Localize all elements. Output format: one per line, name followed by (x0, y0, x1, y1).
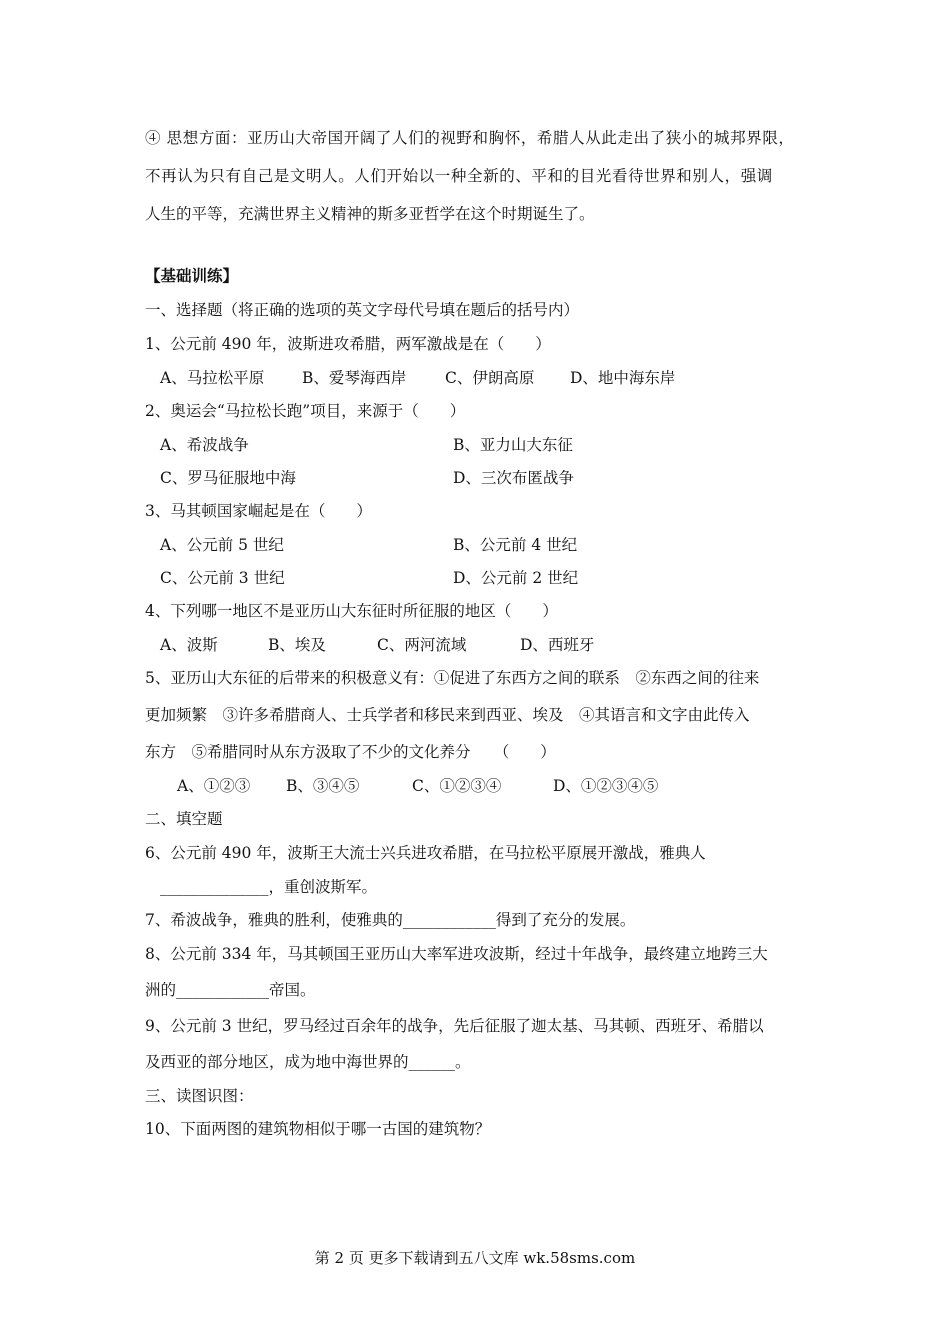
q2-option-c: C、罗马征服地中海 (160, 469, 296, 487)
part1-heading: 一、选择题（将正确的选项的英文字母代号填在题后的括号内） (145, 301, 580, 319)
q3-option-a: A、公元前 5 世纪 (160, 536, 284, 554)
q2-option-d: D、三次布匿战争 (453, 469, 574, 487)
q2-option-b: B、亚力山大东征 (453, 436, 573, 454)
q9-line-2: 及西亚的部分地区，成为地中海世界的______。 (145, 1053, 471, 1071)
q1-stem: 1、公元前 490 年，波斯进攻希腊，两军激战是在（ ） (145, 335, 551, 353)
q9-line-1: 9、公元前 3 世纪，罗马经过百余年的战争，先后征服了迦太基、马其顿、西班牙、希腊以 (145, 1017, 764, 1035)
q7: 7、希波战争，雅典的胜利，使雅典的____________得到了充分的发展。 (145, 911, 636, 929)
q5-option-b: B、③④⑤ (286, 777, 360, 795)
q4-option-a: A、波斯 (160, 636, 218, 654)
q4-option-c: C、两河流域 (377, 636, 467, 654)
q1-option-c: C、伊朗高原 (445, 369, 535, 387)
page-footer: 第 2 页 更多下载请到五八文库 wk.58sms.com (314, 1249, 636, 1267)
q5-line-2: 更加频繁 ③许多希腊商人、士兵学者和移民来到西亚、埃及 ④其语言和文字由此传入 (145, 706, 750, 724)
part2-heading: 二、填空题 (145, 810, 223, 828)
q10: 10、下面两图的建筑物相似于哪一古国的建筑物？ (145, 1120, 491, 1138)
q5-option-c: C、①②③④ (412, 777, 502, 795)
q2-stem: 2、奥运会“马拉松长跑”项目，来源于（ ） (145, 402, 466, 420)
intro-line-3: 人生的平等，充满世界主义精神的斯多亚哲学在这个时期诞生了。 (145, 205, 595, 223)
q1-option-a: A、马拉松平原 (160, 369, 265, 387)
q6-line-2: ______________，重创波斯军。 (160, 878, 378, 896)
section-title: 【基础训练】 (145, 266, 239, 285)
q2-option-a: A、希波战争 (160, 436, 249, 454)
intro-line-1: ④ 思想方面：亚历山大帝国开阔了人们的视野和胸怀，希腊人从此走出了狭小的城邦界限， (145, 129, 795, 147)
q5-option-d: D、①②③④⑤ (553, 777, 659, 795)
q1-option-d: D、地中海东岸 (570, 369, 676, 387)
q3-option-c: C、公元前 3 世纪 (160, 569, 285, 587)
q4-option-b: B、埃及 (268, 636, 326, 654)
q3-stem: 3、马其顿国家崛起是在（ ） (145, 502, 372, 520)
q5-line-1: 5、亚历山大东征的后带来的积极意义有：①促进了东西方之间的联系 ②东西之间的往来 (145, 669, 760, 687)
q4-stem: 4、下列哪一地区不是亚历山大东征时所征服的地区（ ） (145, 602, 558, 620)
q5-line-3: 东方 ⑤希腊同时从东方汲取了不少的文化养分 （ ） (145, 743, 556, 761)
intro-line-2: 不再认为只有自己是文明人。人们开始以一种全新的、平和的目光看待世界和别人，强调 (145, 167, 773, 185)
q5-option-a: A、①②③ (177, 777, 251, 795)
q1-option-b: B、爱琴海西岸 (302, 369, 407, 387)
q3-option-d: D、公元前 2 世纪 (453, 569, 579, 587)
q8-line-2: 洲的____________帝国。 (145, 981, 316, 999)
q6-line-1: 6、公元前 490 年，波斯王大流士兴兵进攻希腊，在马拉松平原展开激战，雅典人 (145, 844, 706, 862)
q3-option-b: B、公元前 4 世纪 (453, 536, 578, 554)
q4-option-d: D、西班牙 (520, 636, 595, 654)
q8-line-1: 8、公元前 334 年，马其顿国王亚历山大率军进攻波斯，经过十年战争，最终建立地跨三大 (145, 945, 768, 963)
part3-heading: 三、读图识图： (145, 1087, 254, 1105)
